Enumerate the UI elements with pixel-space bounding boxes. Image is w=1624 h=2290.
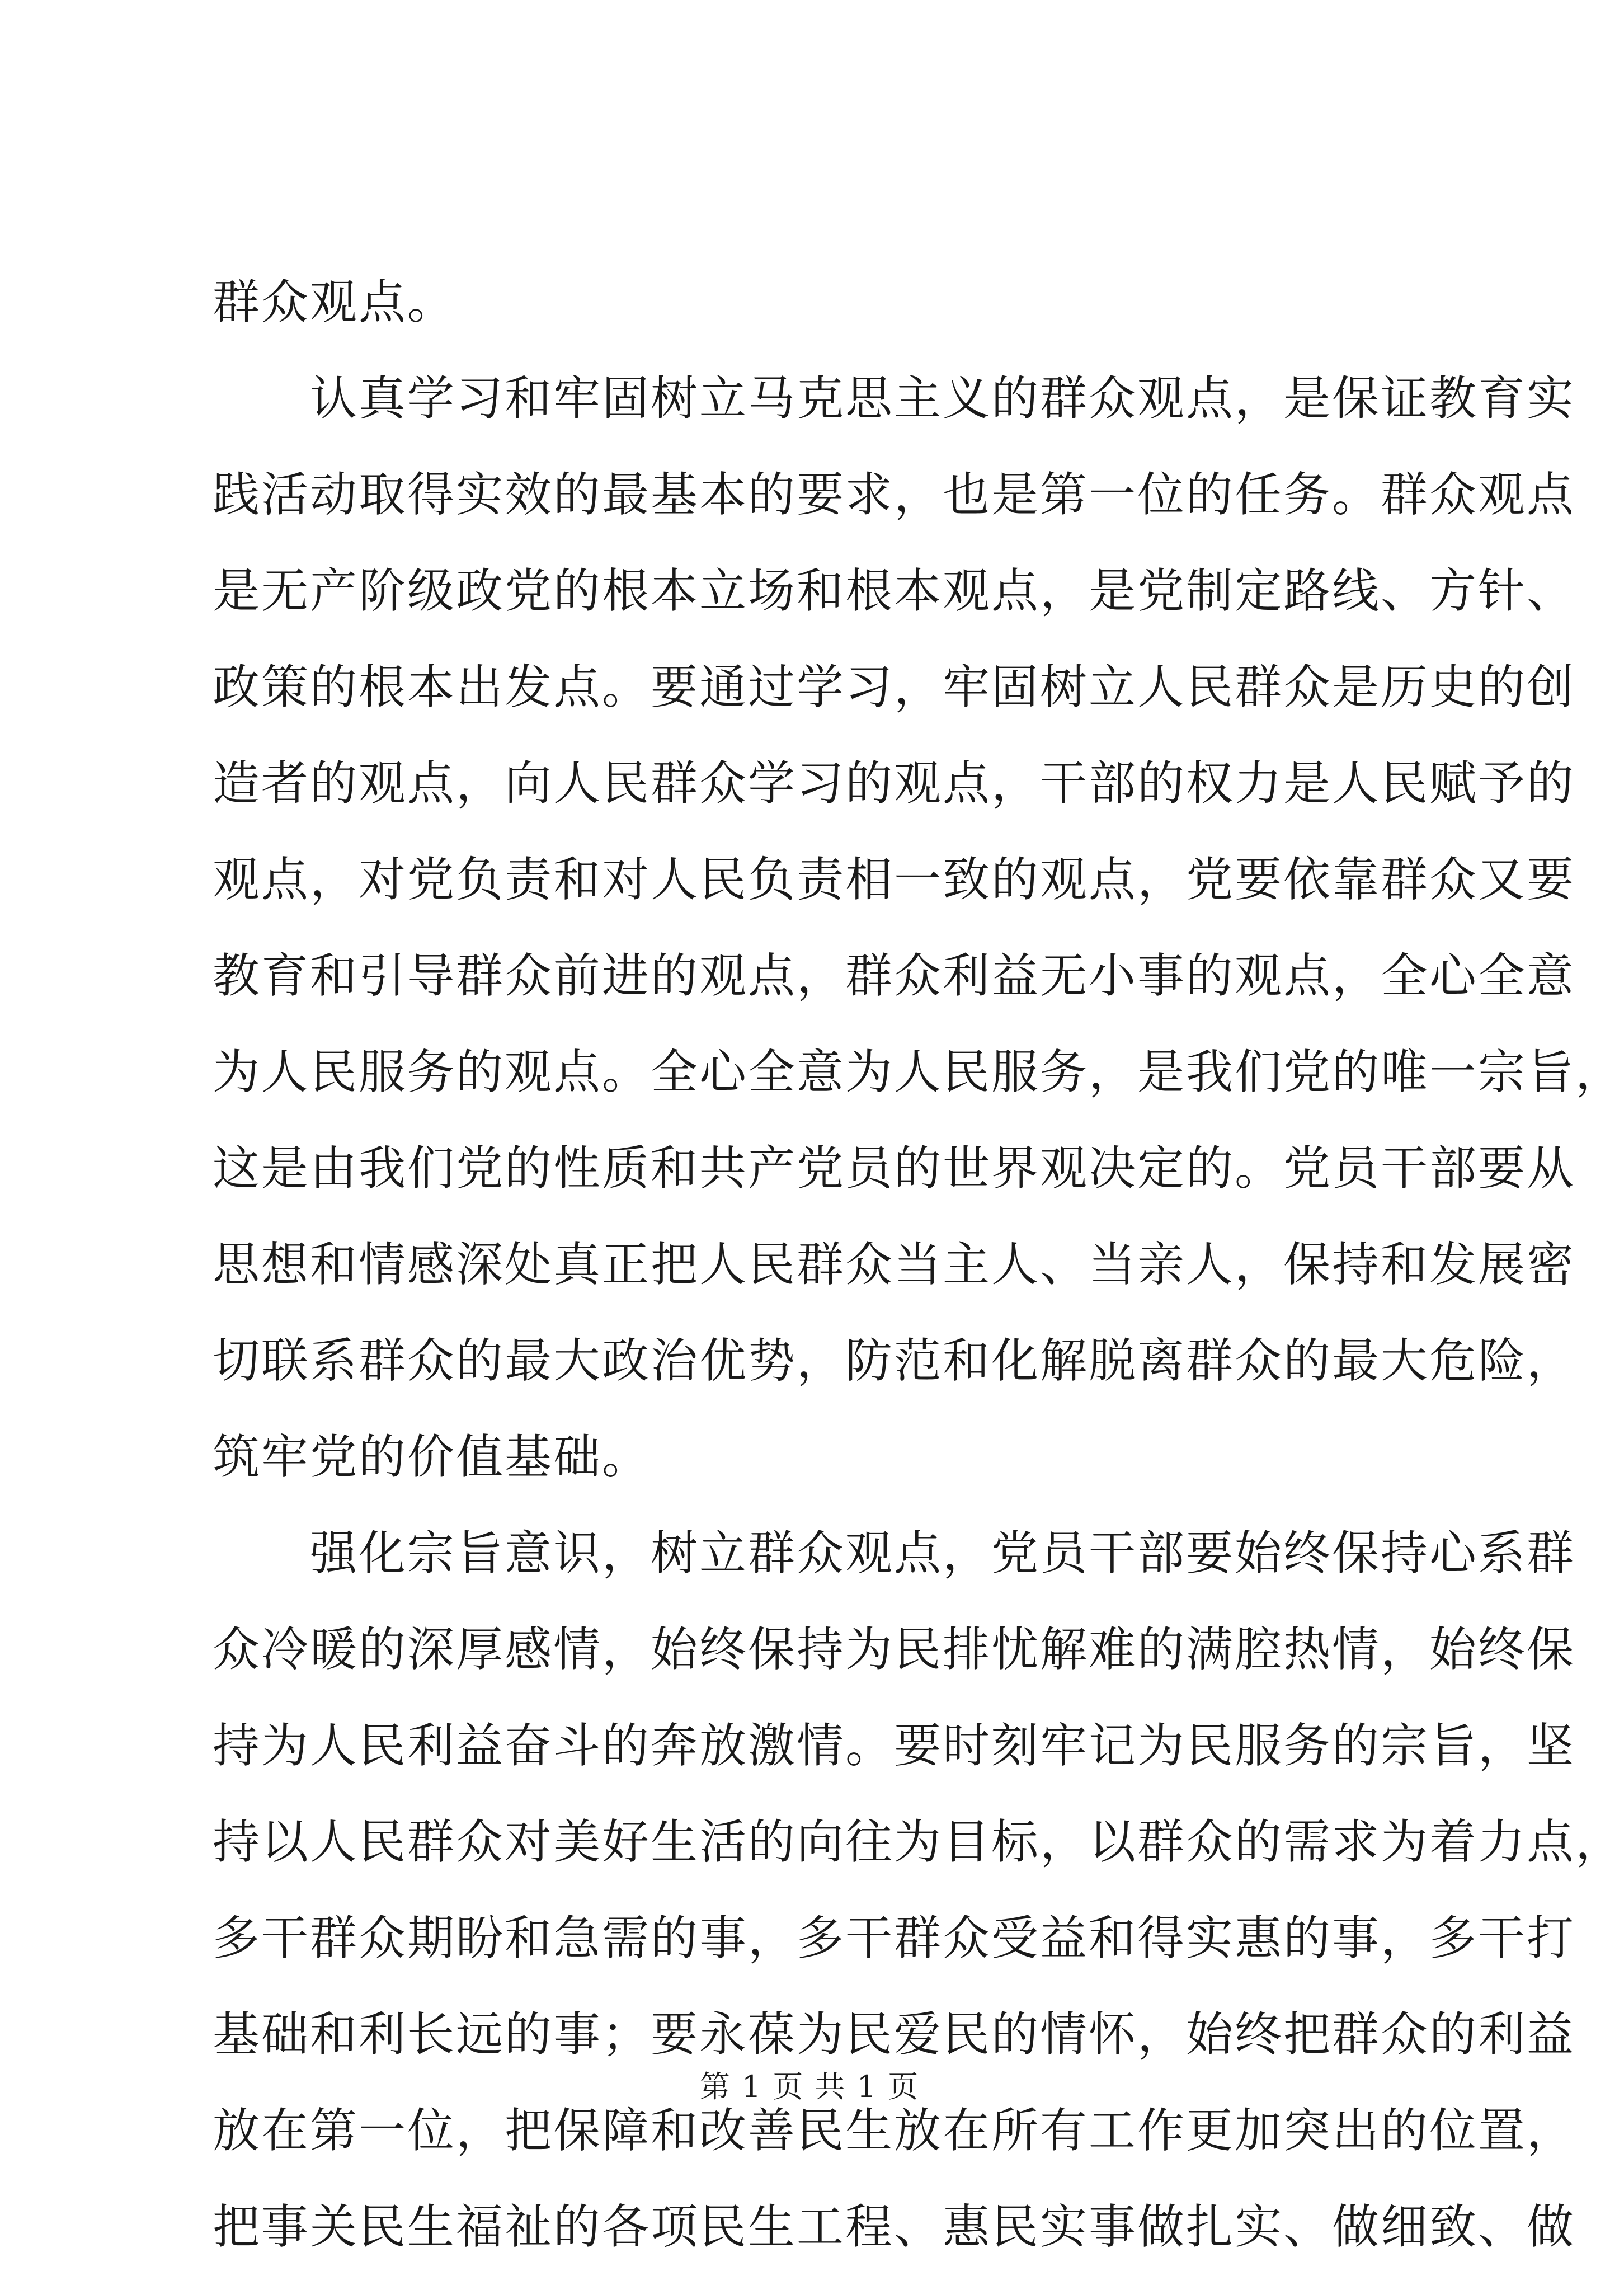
text-line: 切联系群众的最大政治优势，防范和化解脱离群众的最大危险， xyxy=(213,1333,1576,1388)
text-line: 是无产阶级政党的根本立场和根本观点，是党制定路线、方针、 xyxy=(213,563,1576,618)
text-line: 这是由我们党的性质和共产党员的世界观决定的。党员干部要从 xyxy=(213,1141,1576,1196)
text-line: 思想和情感深处真正把人民群众当主人、当亲人，保持和发展密 xyxy=(213,1237,1576,1292)
text-line: 放在第一位，把保障和改善民生放在所有工作更加突出的位置， xyxy=(213,2103,1576,2158)
text-line: 践活动取得实效的最基本的要求，也是第一位的任务。群众观点 xyxy=(213,467,1576,522)
text-line: 观点，对党负责和对人民负责相一致的观点，党要依靠群众又要 xyxy=(213,852,1576,907)
text-line: 多干群众期盼和急需的事，多干群众受益和得实惠的事，多干打 xyxy=(213,1911,1576,1965)
text-line: 强化宗旨意识，树立群众观点，党员干部要始终保持心系群 xyxy=(213,1526,1576,1581)
page-number-footer: 第 1 页 共 1 页 xyxy=(699,2069,920,2104)
text-line: 把事关民生福祉的各项民生工程、惠民实事做扎实、做细致、做 xyxy=(213,2199,1576,2254)
text-line: 政策的根本出发点。要通过学习，牢固树立人民群众是历史的创 xyxy=(213,660,1576,714)
text-line: 教育和引导群众前进的观点，群众利益无小事的观点，全心全意 xyxy=(213,948,1576,1003)
text-line: 造者的观点，向人民群众学习的观点，干部的权力是人民赋予的 xyxy=(213,756,1576,811)
document-body xyxy=(213,254,1624,2275)
text-line: 持为人民利益奋斗的奔放激情。要时刻牢记为民服务的宗旨，坚 xyxy=(213,1718,1576,1773)
text-line: 为人民服务的观点。全心全意为人民服务，是我们党的唯一宗旨， xyxy=(213,1045,1624,1099)
text-line: 基础和利长远的事；要永葆为民爱民的情怀，始终把群众的利益 xyxy=(213,2007,1576,2062)
text-line: 持以人民群众对美好生活的向往为目标，以群众的需求为着力点， xyxy=(213,1814,1624,1869)
text-line: 筑牢党的价值基础。 xyxy=(213,1430,651,1484)
text-line: 认真学习和牢固树立马克思主义的群众观点，是保证教育实 xyxy=(213,371,1576,426)
text-line: 众冷暖的深厚感情，始终保持为民排忧解难的满腔热情，始终保 xyxy=(213,1622,1576,1677)
text-line: 群众观点。 xyxy=(213,275,456,330)
